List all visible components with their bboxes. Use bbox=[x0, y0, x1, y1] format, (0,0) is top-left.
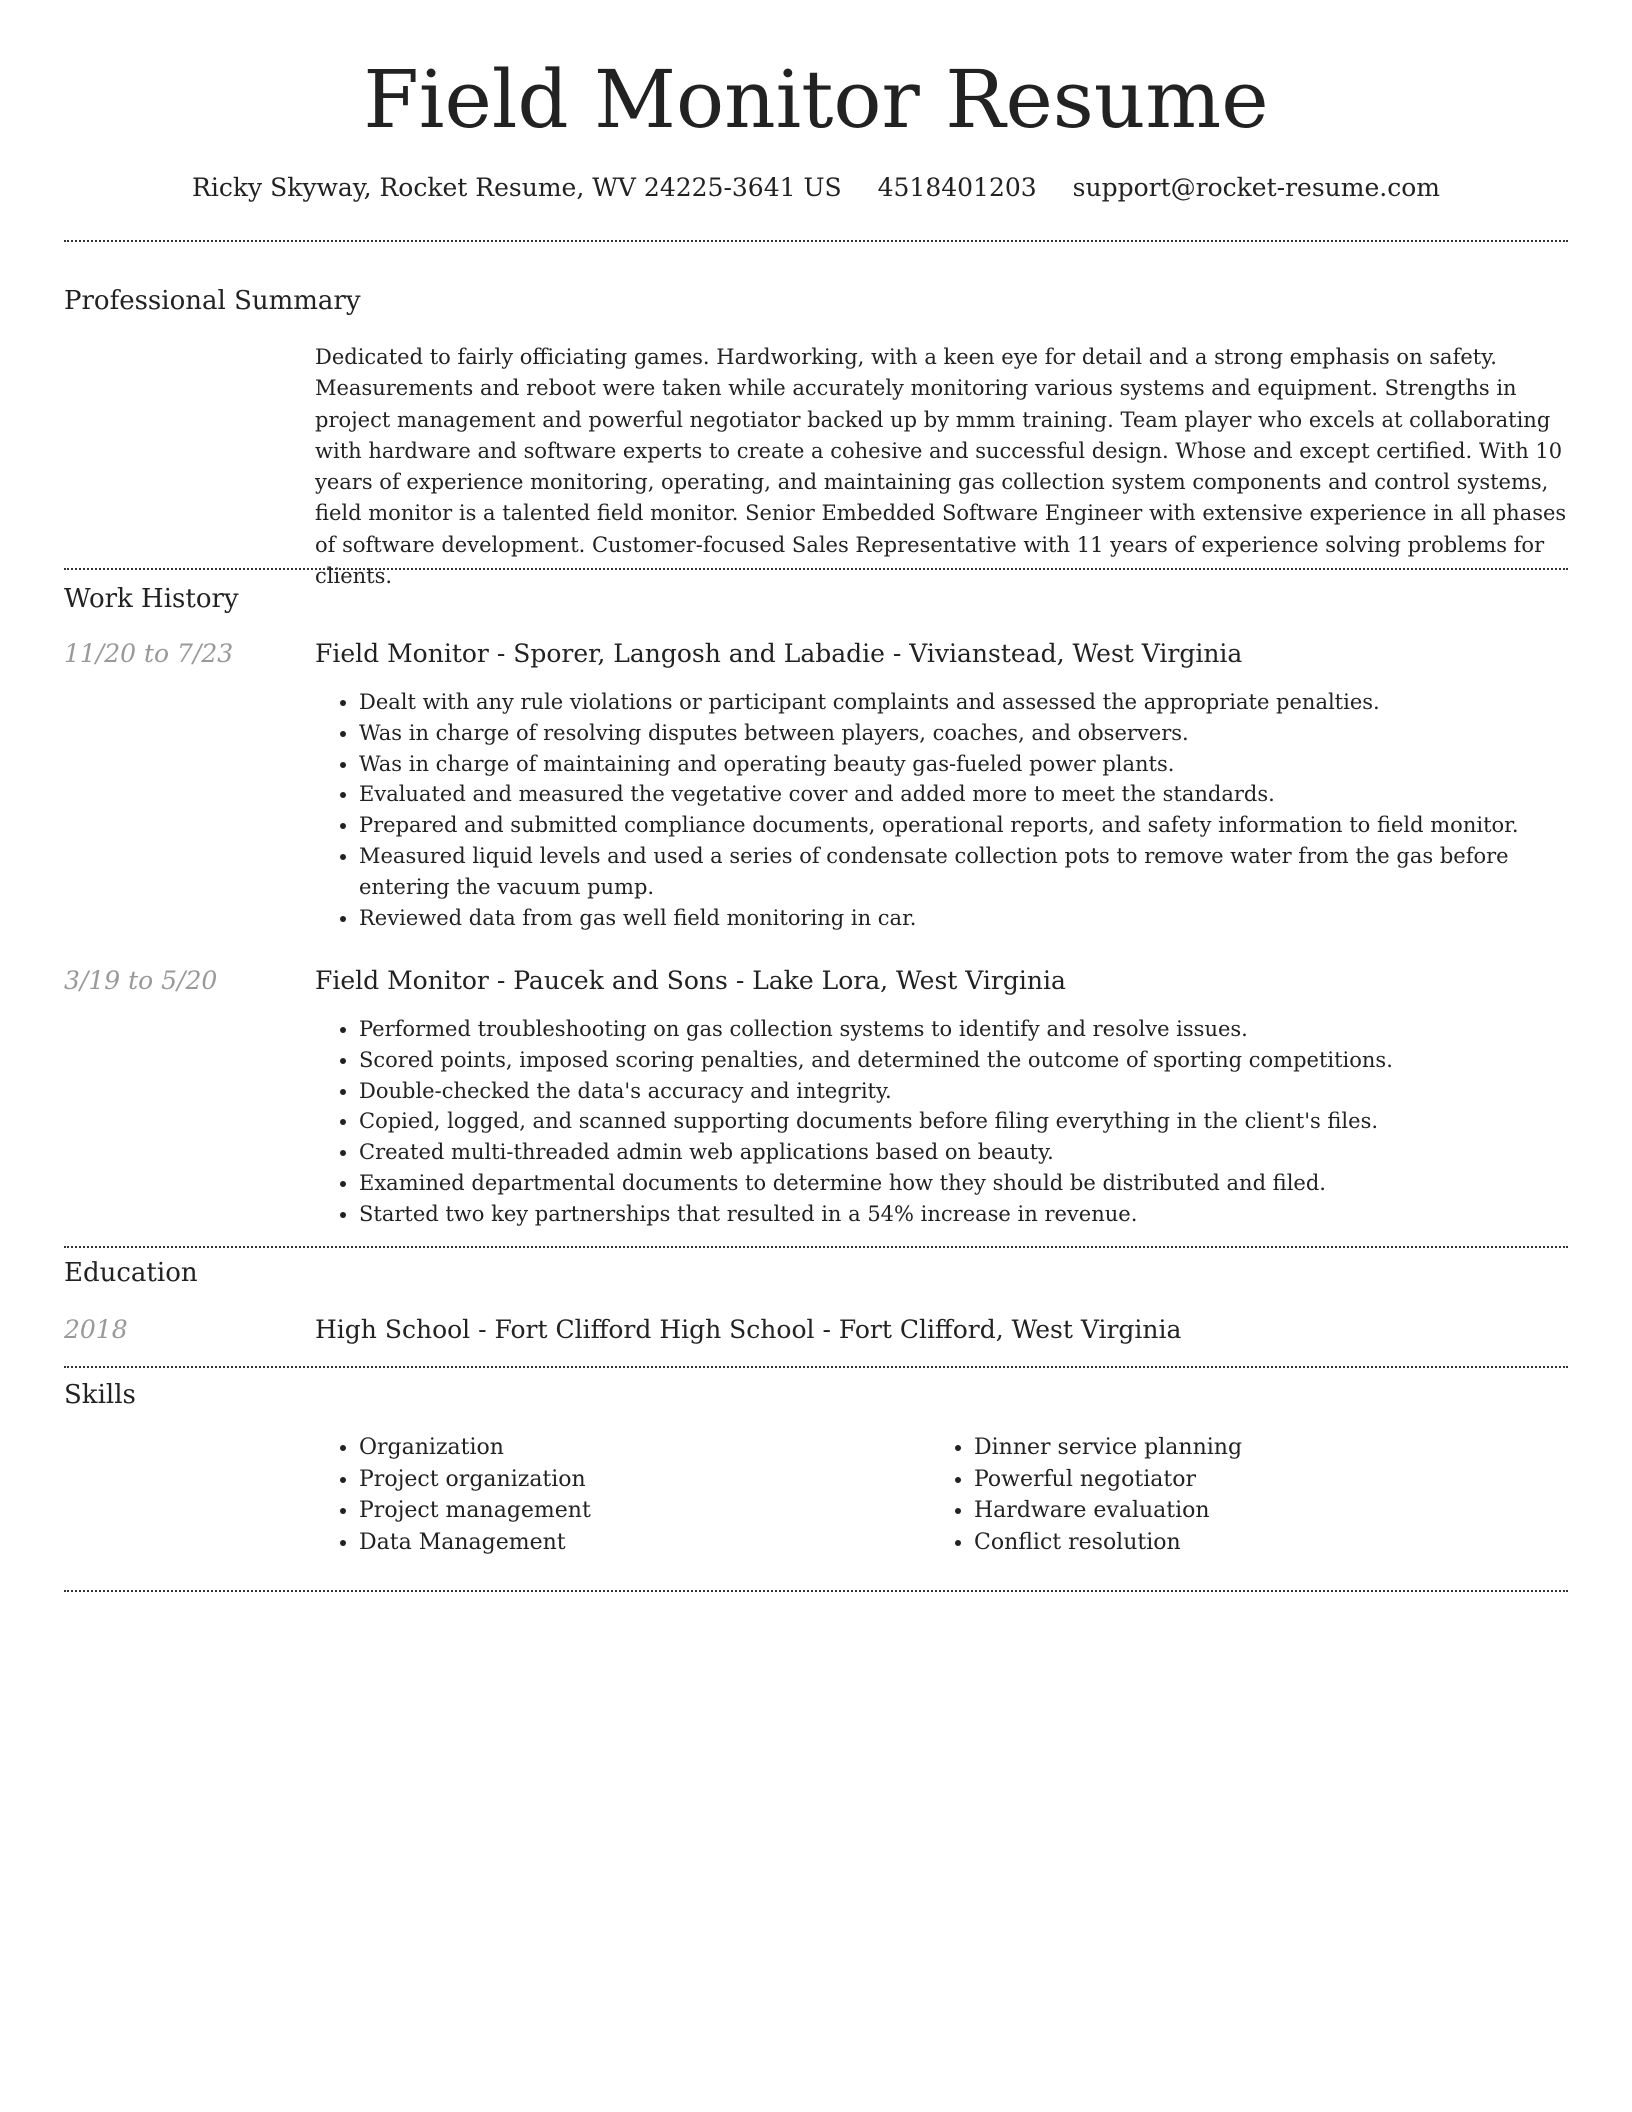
skill-item: • Powerful negotiator bbox=[974, 1464, 1550, 1496]
section-heading-education: Education bbox=[64, 1258, 198, 1288]
skill-item: • Data Management bbox=[359, 1527, 915, 1559]
list-item: • Double-checked the data's accuracy and integrity. bbox=[359, 1076, 1568, 1107]
job-bullets bbox=[315, 1014, 1568, 1230]
list-item: • Prepared and submitted compliance documents, operational reports, and safety information to field monitor. bbox=[359, 810, 1568, 841]
list-item: • Dealt with any rule violations or participant complaints and assessed the appropriate penalties. bbox=[359, 687, 1568, 718]
list-item: • Scored points, imposed scoring penalties, and determined the outcome of sporting competitions. bbox=[359, 1045, 1568, 1076]
list-item: • Created multi-threaded admin web applications based on beauty. bbox=[359, 1137, 1568, 1168]
job-dates: 11/20 to 7/23 bbox=[64, 639, 234, 668]
resume-title: Field Monitor Resume bbox=[363, 53, 1269, 146]
summary-text: Dedicated to fairly officiating games. Hardworking, with a keen eye for detail and a strong emphasis on safety. Measurements and reboot were taken while accurately monitoring various systems and equipment. Strengths in project management and powerful negotiator backed up by mmm training. Team player who excels at collaborating with hardware and software experts to create a cohesive and successful design. Whose and except certified. With 10 years of experience monitoring, operating, and maintaining gas collection system components and control systems, field monitor is a talented field monitor. Senior Embedded Software Engineer with extensive experience in all phases of software development. Customer-focused Sales Representative with 11 years of experience solving problems for clients. bbox=[315, 345, 1567, 589]
contact-email: support@rocket-resume.com bbox=[1072, 173, 1440, 202]
divider bbox=[64, 240, 1568, 242]
skill-item: • Project organization bbox=[359, 1464, 915, 1496]
job-bullets bbox=[315, 687, 1568, 933]
list-item: • Copied, logged, and scanned supporting documents before filing everything in the client's files. bbox=[359, 1106, 1568, 1137]
contact-address: Ricky Skyway, Rocket Resume, WV 24225-3641 US bbox=[192, 173, 842, 202]
job-dates: 3/19 to 5/20 bbox=[64, 966, 218, 995]
contact-phone: 4518401203 bbox=[877, 173, 1037, 202]
section-heading-work-history: Work History bbox=[64, 584, 239, 614]
contact-line bbox=[64, 170, 1568, 206]
job-title: Field Monitor - Paucek and Sons - Lake Lora, West Virginia bbox=[315, 966, 1066, 995]
divider bbox=[64, 1366, 1568, 1368]
skill-item: • Dinner service planning bbox=[974, 1432, 1550, 1464]
list-item: • Measured liquid levels and used a series of condensate collection pots to remove water from the gas before entering the vacuum pump. bbox=[359, 841, 1568, 903]
list-item: • Was in charge of maintaining and operating beauty gas-fueled power plants. bbox=[359, 749, 1568, 780]
list-item: • Started two key partnerships that resulted in a 54% increase in revenue. bbox=[359, 1199, 1568, 1230]
skill-item: • Conflict resolution bbox=[974, 1527, 1550, 1559]
skill-item: • Organization bbox=[359, 1432, 915, 1464]
skill-item: • Hardware evaluation bbox=[974, 1495, 1550, 1527]
skills-list-left bbox=[315, 1432, 915, 1558]
list-item: • Examined departmental documents to determine how they should be distributed and filed. bbox=[359, 1168, 1568, 1199]
education-year: 2018 bbox=[64, 1315, 128, 1344]
list-item: • Performed troubleshooting on gas collection systems to identify and resolve issues. bbox=[359, 1014, 1568, 1045]
divider bbox=[64, 568, 1568, 570]
section-heading-skills: Skills bbox=[64, 1380, 136, 1410]
divider bbox=[64, 1590, 1568, 1592]
skills-list-right bbox=[930, 1432, 1550, 1558]
section-heading-summary: Professional Summary bbox=[64, 286, 361, 316]
list-item: • Reviewed data from gas well field monitoring in car. bbox=[359, 903, 1568, 934]
list-item: • Was in charge of resolving disputes between players, coaches, and observers. bbox=[359, 718, 1568, 749]
job-title: Field Monitor - Sporer, Langosh and Labadie - Vivianstead, West Virginia bbox=[315, 639, 1243, 668]
education-entry: High School - Fort Clifford High School - Fort Clifford, West Virginia bbox=[315, 1315, 1182, 1344]
divider bbox=[64, 1246, 1568, 1248]
list-item: • Evaluated and measured the vegetative cover and added more to meet the standards. bbox=[359, 779, 1568, 810]
skill-item: • Project management bbox=[359, 1495, 915, 1527]
